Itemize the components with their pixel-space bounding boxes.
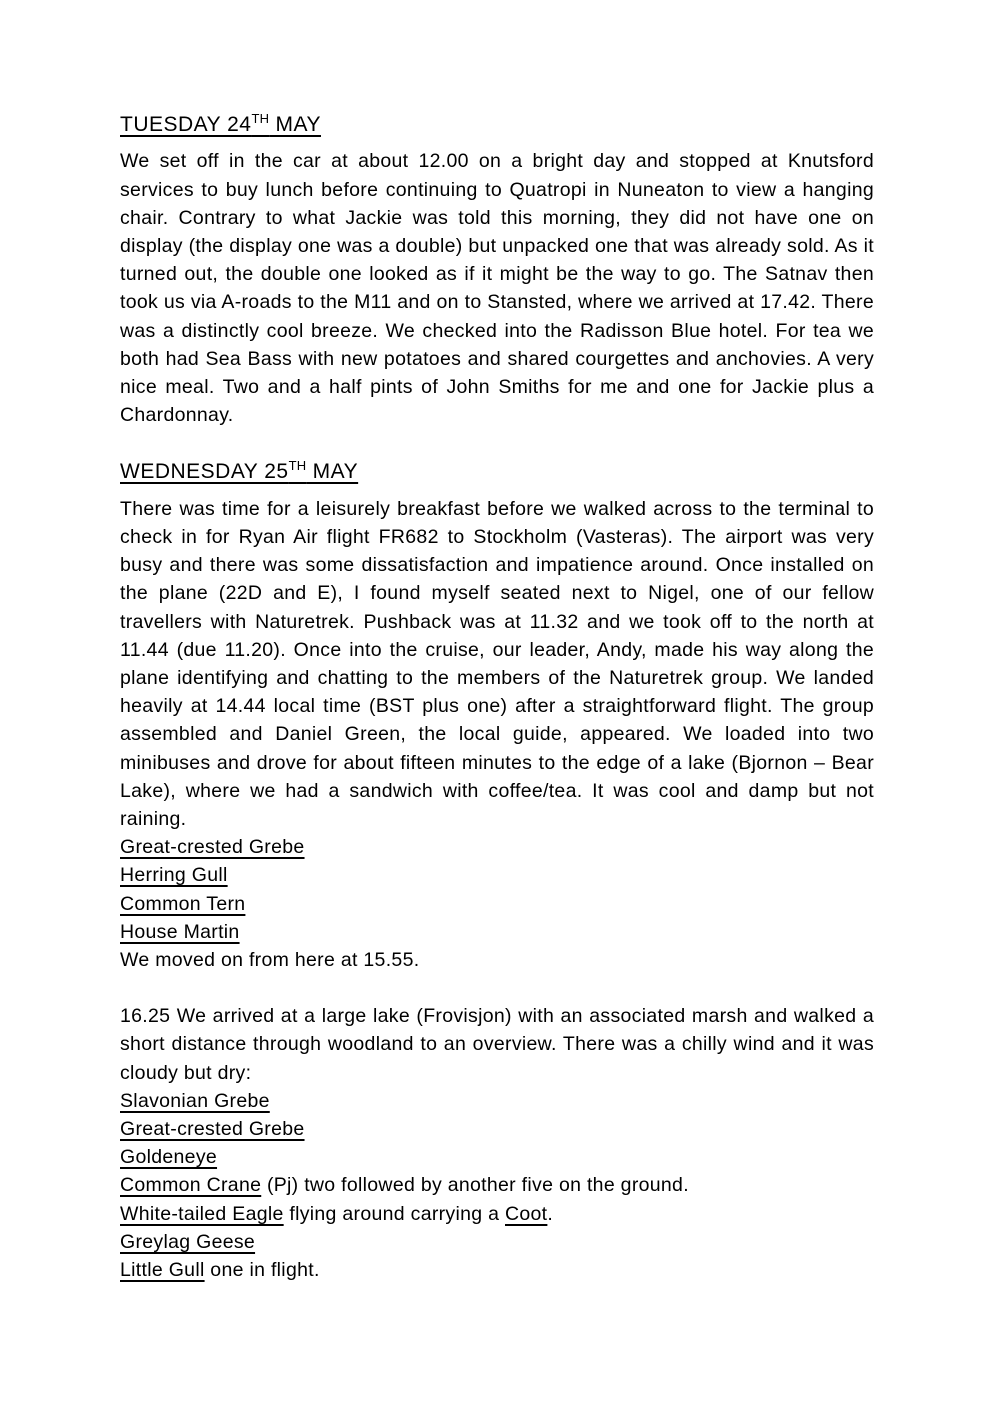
species-line <box>120 1143 874 1171</box>
species-name-secondary: Coot <box>505 1202 548 1225</box>
species-name: White-tailed Eagle <box>120 1202 284 1225</box>
departure-note: We moved on from here at 15.55. <box>120 948 420 971</box>
species-line <box>120 1171 874 1199</box>
species-line <box>120 1087 874 1115</box>
heading-month-text: MAY <box>269 113 321 136</box>
species-name: Great-crested Grebe <box>120 836 305 859</box>
heading-wednesday-25th-may <box>120 457 874 486</box>
bird-sightings-list-bjornon <box>120 833 874 946</box>
species-name: Common Tern <box>120 892 246 915</box>
heading-day-text: TUESDAY 24 <box>120 113 252 136</box>
paragraph-wednesday-diary: There was time for a leisurely breakfast before we walked across to the terminal to check in for Ryan Air flight FR682 to Stockholm (Vasteras). The airport was very busy and there was some dissatisfaction and impatience around. Once installed on the plane (22D and E), I found myself seated next to Nigel, one of our fellow travellers with Naturetrek. Pushback was at 11.32 and we took off to the north at 11.44 (due 11.20). Once into the cruise, our leader, Andy, made his way along the plane identifying and chatting to the members of the Naturetrek group. We landed heavily at 14.44 local time (BST plus one) after a straightforward flight. The group assembled and Daniel Green, the local guide, appeared. We loaded into two minibuses and drove for about fifteen minutes to the edge of a lake (Bjornon – Bear Lake), where we had a sandwich with coffee/tea. It was cool and damp but not raining. <box>120 497 874 830</box>
species-line <box>120 918 874 946</box>
species-name: Slavonian Grebe <box>120 1089 270 1112</box>
species-name: Greylag Geese <box>120 1230 256 1253</box>
species-line <box>120 890 874 918</box>
species-name: Great-crested Grebe <box>120 1117 305 1140</box>
paragraph-tuesday-diary: We set off in the car at about 12.00 on a bright day and stopped at Knutsford services to buy lunch before continuing to Quatropi in Nuneaton to view a hanging chair. Contrary to what Jackie was told this morning, they did not have one on display (the display one was a double) but unpacked one that was already sold. As it turned out, the double one looked as if it might be the way to go. The Satnav then took us via A-roads to the M11 and on to Stansted, where we arrived at 17.42. There was a distinctly cool breeze. We checked into the Radisson Blue hotel. For tea we both had Sea Bass with new potatoes and shared courgettes and anchovies. A very nice meal. Two and a half pints of John Smiths for me and one for Jackie plus a Chardonnay. <box>120 150 874 427</box>
species-note: (Pj) two followed by another five on the ground. <box>261 1174 689 1197</box>
bird-sightings-list-frovisjon <box>120 1087 874 1284</box>
species-name: Little Gull <box>120 1259 205 1281</box>
species-name: Common Crane <box>120 1174 262 1197</box>
species-note: flying around carrying a <box>283 1202 505 1225</box>
heading-ordinal-suffix: TH <box>288 458 307 474</box>
species-note-secondary: . <box>547 1202 554 1225</box>
species-line <box>120 1115 874 1143</box>
heading-tuesday-24th-may <box>120 110 874 139</box>
heading-ordinal-suffix: TH <box>251 111 270 126</box>
heading-month-text: MAY <box>306 460 359 484</box>
species-note: one in flight. <box>204 1259 320 1281</box>
species-line <box>120 1200 874 1228</box>
species-line <box>120 1228 874 1256</box>
paragraph-frovisjon-arrival: 16.25 We arrived at a large lake (Frovisjon) with an associated marsh and walked a short distance through woodland to an overview. There was a chilly wind and it was cloudy but dry: <box>120 1005 874 1084</box>
species-line <box>120 861 874 889</box>
species-line <box>120 1256 874 1284</box>
species-name: Herring Gull <box>120 864 228 887</box>
species-line <box>120 833 874 861</box>
species-name: House Martin <box>120 920 240 943</box>
heading-day-text: WEDNESDAY 25 <box>120 460 289 484</box>
species-name: Goldeneye <box>120 1146 218 1169</box>
